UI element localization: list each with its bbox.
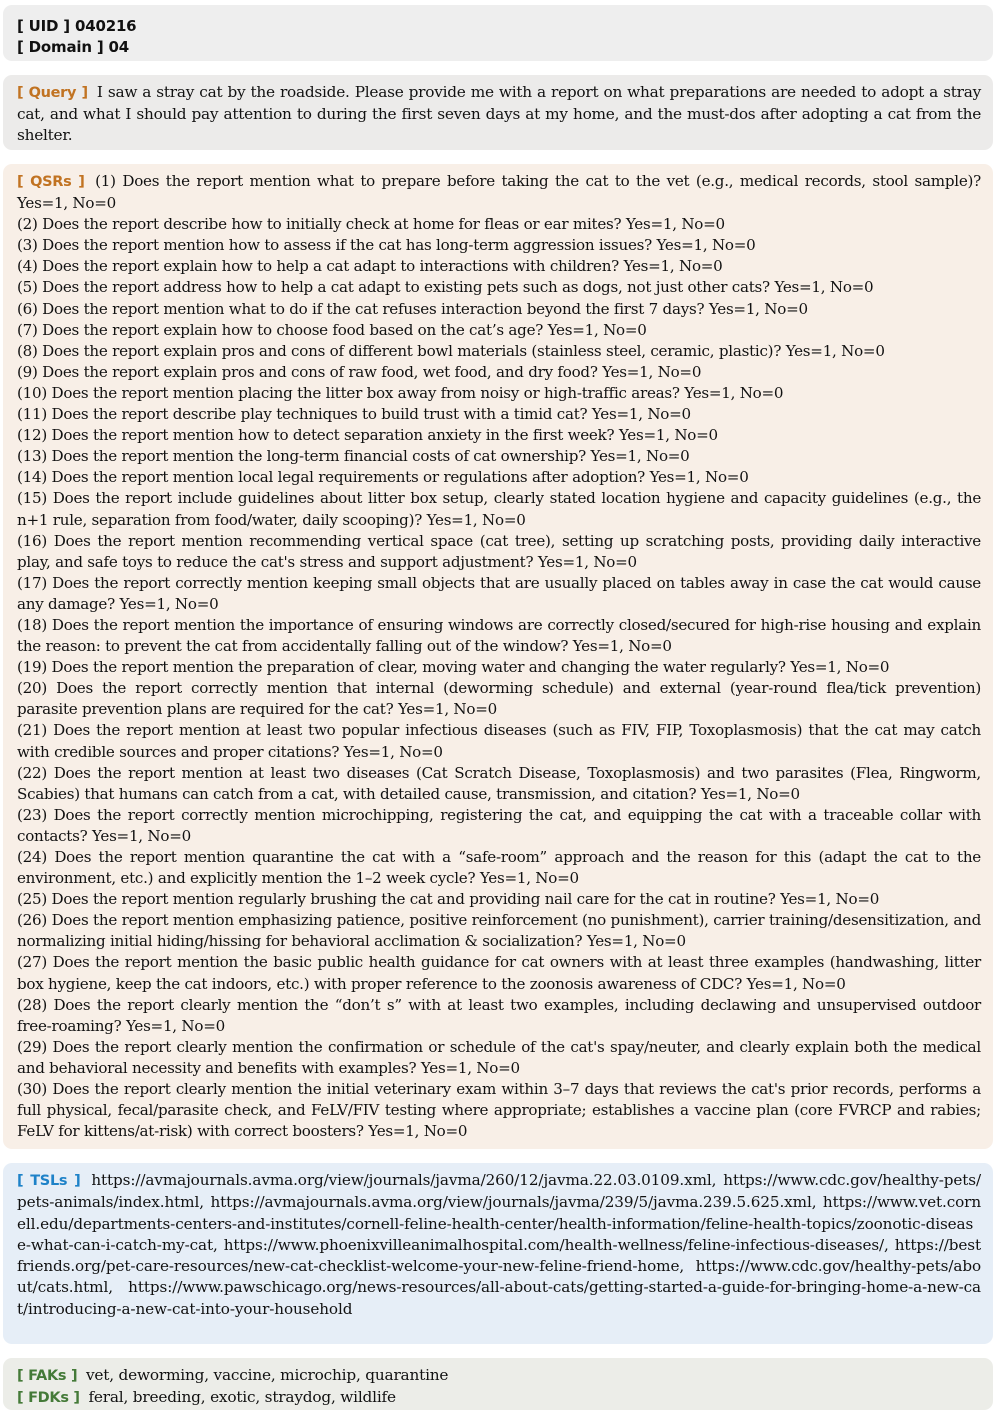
domain-label: [ Domain ] <box>17 38 104 56</box>
qsr-item: (29) Does the report clearly mention the confirmation or schedule of the cat's spay/neuter, and clearly explain both the medical and behavioral necessity and benefits with examples? Yes=1, No=0 <box>17 1037 981 1077</box>
qsr-item: (22) Does the report mention at least two diseases (Cat Scratch Disease, Toxoplasmosis) and two parasites (Flea, Ringworm, Scabies) that humans can catch from a cat, with detailed cause, transmission, and citation? Yes=1, No=0 <box>17 763 981 803</box>
qsr-item: (11) Does the report describe play techniques to build trust with a timid cat? Yes=1, No=0 <box>17 405 691 424</box>
qsr-item: (27) Does the report mention the basic public health guidance for cat owners with at least three examples (handwashing, litter box hygiene, keep the cat indoors, etc.) with proper reference to the zoonosis awareness of CDC? Yes=1, No=0 <box>17 953 981 993</box>
fdks-line <box>17 1387 981 1409</box>
qsrs-label: [ QSRs ] <box>17 174 85 190</box>
qsr-item: (10) Does the report mention placing the litter box away from noisy or high-traffic areas? Yes=1, No=0 <box>17 383 784 402</box>
domain-value: 04 <box>108 38 129 56</box>
tsls-paragraph <box>17 1170 981 1320</box>
qsr-item: (5) Does the report address how to help a cat adapt to existing pets such as dogs, not just other cats? Yes=1, No=0 <box>17 278 874 297</box>
qsr-item: (16) Does the report mention recommending vertical space (cat tree), setting up scratching posts, providing daily interactive play, and safe toys to reduce the cat's stress and support adjustment? Yes=1, No=0 <box>17 531 981 571</box>
qsrs-panel <box>3 164 993 1149</box>
query-text: I saw a stray cat by the roadside. Please provide me with a report on what preparations are needed to adopt a stray cat, and what I should pay attention to during the first seven days at my home, and the must-dos after adopting a cat from the shelter. <box>17 83 981 145</box>
qsr-item: (23) Does the report correctly mention microchipping, registering the cat, and equipping the cat with a traceable collar with contacts? Yes=1, No=0 <box>17 805 981 845</box>
fdks-label: [ FDKs ] <box>17 1390 80 1406</box>
qsr-item: (4) Does the report explain how to help a cat adapt to interactions with children? Yes=1, No=0 <box>17 257 723 276</box>
qsr-item: (17) Does the report correctly mention keeping small objects that are usually placed on tables away in case the cat would cause any damage? Yes=1, No=0 <box>17 573 981 613</box>
uid-line <box>17 16 981 37</box>
qsr-item: (19) Does the report mention the preparation of clear, moving water and changing the water regularly? Yes=1, No=0 <box>17 658 890 677</box>
faks-text: vet, deworming, vaccine, microchip, quarantine <box>85 1366 449 1384</box>
faks-line <box>17 1365 981 1387</box>
qsr-item: (24) Does the report mention quarantine the cat with a “safe-room” approach and the reason for this (adapt the cat to the environment, etc.) and explicitly mention the 1–2 week cycle? Yes=1, No=0 <box>17 848 981 888</box>
keywords-panel <box>3 1358 993 1410</box>
qsr-item: (30) Does the report clearly mention the initial veterinary exam within 3–7 days that reviews the cat's prior records, performs a full physical, fecal/parasite check, and FeLV/FIV testing where appropriate; establishes a vaccine plan (core FVRCP and rabies; FeLV for kittens/at-risk) with correct boosters? Yes=1, No=0 <box>17 1080 981 1141</box>
query-panel <box>3 75 993 150</box>
qsr-item: (8) Does the report explain pros and cons of different bowl materials (stainless steel, ceramic, plastic)? Yes=1, No=0 <box>17 341 885 360</box>
qsr-item: (13) Does the report mention the long-term financial costs of cat ownership? Yes=1, No=0 <box>17 447 690 466</box>
tsls-label: [ TSLs ] <box>17 1173 81 1189</box>
qsr-item: (7) Does the report explain how to choose food based on the cat’s age? Yes=1, No=0 <box>17 320 647 339</box>
qsr-item: (28) Does the report clearly mention the “don’t s” with at least two examples, including declawing and unsupervised outdoor free-roaming? Yes=1, No=0 <box>17 995 981 1035</box>
qsr-item: (26) Does the report mention emphasizing patience, positive reinforcement (no punishment), carrier training/desensitization, and normalizing initial hiding/hissing for behavioral acclimation & socialization? Yes=1, No=0 <box>17 911 981 951</box>
qsr-item: (9) Does the report explain pros and cons of raw food, wet food, and dry food? Yes=1, No=0 <box>17 362 702 381</box>
query-paragraph <box>17 82 981 146</box>
uid-label: [ UID ] <box>17 17 70 35</box>
qsrs-list <box>17 171 981 1142</box>
qsr-item: (25) Does the report mention regularly brushing the cat and providing nail care for the cat in routine? Yes=1, No=0 <box>17 890 880 909</box>
qsr-item: (1) Does the report mention what to prepare before taking the cat to the vet (e.g., medical records, stool sample)? Yes=1, No=0 <box>17 172 981 213</box>
tsls-text: https://avmajournals.avma.org/view/journals/javma/260/12/javma.22.03.0109.xml, https://www.cdc.gov/healthy-pets/pets-animals/index.html, https://avmajournals.avma.org/view/journals/javma/239/5/javma.239.5.625.xml, https://www.vet.cornell.edu/departments-centers-and-institutes/cornell-feline-health-center/health-information/feline-health-topics/zoonotic-disease-what-can-i-catch-my-cat, https://www.phoenixvilleanimalhospital.com/health-wellness/feline-infectious-diseases/, https://bestfriends.org/pet-care-resources/new-cat-checklist-welcome-your-new-feline-friend-home, https://www.cdc.gov/healthy-pets/about/cats.html, https://www.pawschicago.org/news-resources/all-about-cats/getting-started-a-guide-for-bringing-home-a-new-cat/introducing-a-new-cat-into-your-household <box>17 1171 981 1318</box>
qsr-item: (21) Does the report mention at least two popular infectious diseases (such as FIV, FIP, Toxoplasmosis) that the cat may catch with credible sources and proper citations? Yes=1, No=0 <box>17 721 981 761</box>
qsr-item: (18) Does the report mention the importance of ensuring windows are correctly closed/secured for high-rise housing and explain the reason: to prevent the cat from accidentally falling out of the window? Yes=1, No=0 <box>17 615 981 656</box>
qsr-item: (14) Does the report mention local legal requirements or regulations after adoption? Yes=1, No=0 <box>17 468 749 487</box>
fdks-text: feral, breeding, exotic, straydog, wildlife <box>88 1388 396 1406</box>
qsr-item: (15) Does the report include guidelines about litter box setup, clearly stated location hygiene and capacity guidelines (e.g., the n+1 rule, separation from food/water, daily scooping)? Yes=1, No=0 <box>17 489 981 529</box>
qsr-item: (12) Does the report mention how to detect separation anxiety in the first week? Yes=1, No=0 <box>17 426 718 445</box>
qsr-item: (2) Does the report describe how to initially check at home for fleas or ear mites? Yes=1, No=0 <box>17 215 725 234</box>
qsr-item: (6) Does the report mention what to do if the cat refuses interaction beyond the first 7 days? Yes=1, No=0 <box>17 299 808 318</box>
tsls-panel <box>3 1163 993 1344</box>
query-label: [ Query ] <box>17 85 88 101</box>
uid-value: 040216 <box>75 17 137 35</box>
header-panel <box>3 5 993 61</box>
faks-label: [ FAKs ] <box>17 1368 78 1384</box>
qsr-item: (20) Does the report correctly mention that internal (deworming schedule) and external (year-round flea/tick prevention) parasite prevention plans are required for the cat? Yes=1, No=0 <box>17 679 981 719</box>
qsr-item: (3) Does the report mention how to assess if the cat has long-term aggression issues? Yes=1, No=0 <box>17 236 756 255</box>
domain-line <box>17 37 981 58</box>
